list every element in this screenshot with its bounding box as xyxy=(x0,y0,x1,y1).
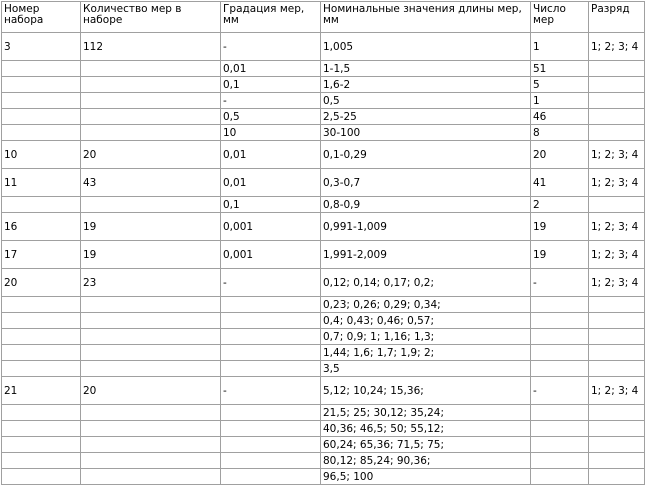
cell-block-count xyxy=(531,421,589,437)
cell-set-number xyxy=(2,77,81,93)
cell-blocks-in-set xyxy=(81,469,221,485)
cell-gradation: - xyxy=(221,33,321,61)
cell-nominal-lengths: 0,1-0,29 xyxy=(321,141,531,169)
column-header-gradation: Градация мер, мм xyxy=(221,2,321,33)
cell-set-number xyxy=(2,125,81,141)
cell-block-count: 51 xyxy=(531,61,589,77)
cell-gradation xyxy=(221,313,321,329)
cell-grade xyxy=(589,93,645,109)
table-row xyxy=(2,405,645,421)
cell-set-number xyxy=(2,469,81,485)
cell-blocks-in-set xyxy=(81,93,221,109)
table-row xyxy=(2,109,645,125)
cell-blocks-in-set: 43 xyxy=(81,169,221,197)
cell-gradation: 10 xyxy=(221,125,321,141)
cell-set-number xyxy=(2,109,81,125)
cell-grade: 1; 2; 3; 4 xyxy=(589,241,645,269)
cell-blocks-in-set: 112 xyxy=(81,33,221,61)
cell-gradation xyxy=(221,329,321,345)
cell-nominal-lengths: 3,5 xyxy=(321,361,531,377)
cell-gradation: - xyxy=(221,93,321,109)
cell-grade: 1; 2; 3; 4 xyxy=(589,377,645,405)
cell-block-count: 46 xyxy=(531,109,589,125)
cell-set-number xyxy=(2,345,81,361)
cell-blocks-in-set: 20 xyxy=(81,377,221,405)
cell-nominal-lengths: 1,6-2 xyxy=(321,77,531,93)
cell-blocks-in-set xyxy=(81,405,221,421)
table-row xyxy=(2,197,645,213)
cell-nominal-lengths: 1,005 xyxy=(321,33,531,61)
table-body xyxy=(2,33,645,485)
table-row xyxy=(2,421,645,437)
table-row xyxy=(2,469,645,485)
table-row xyxy=(2,125,645,141)
cell-blocks-in-set xyxy=(81,197,221,213)
gauge-block-sets-table xyxy=(1,1,645,485)
cell-nominal-lengths: 1-1,5 xyxy=(321,61,531,77)
cell-grade xyxy=(589,345,645,361)
cell-nominal-lengths: 1,991-2,009 xyxy=(321,241,531,269)
cell-set-number xyxy=(2,453,81,469)
cell-gradation: 0,001 xyxy=(221,241,321,269)
cell-block-count xyxy=(531,297,589,313)
cell-gradation: 0,5 xyxy=(221,109,321,125)
cell-blocks-in-set: 19 xyxy=(81,241,221,269)
column-header-grade: Разряд xyxy=(589,2,645,33)
cell-block-count xyxy=(531,329,589,345)
cell-nominal-lengths: 96,5; 100 xyxy=(321,469,531,485)
cell-nominal-lengths: 1,44; 1,6; 1,7; 1,9; 2; xyxy=(321,345,531,361)
cell-set-number xyxy=(2,93,81,109)
cell-blocks-in-set xyxy=(81,453,221,469)
cell-blocks-in-set xyxy=(81,329,221,345)
cell-blocks-in-set xyxy=(81,313,221,329)
table-row xyxy=(2,269,645,297)
cell-block-count: 5 xyxy=(531,77,589,93)
cell-block-count xyxy=(531,405,589,421)
cell-nominal-lengths: 0,4; 0,43; 0,46; 0,57; xyxy=(321,313,531,329)
cell-block-count: 41 xyxy=(531,169,589,197)
cell-grade xyxy=(589,437,645,453)
cell-set-number xyxy=(2,313,81,329)
cell-nominal-lengths: 0,991-1,009 xyxy=(321,213,531,241)
table-row xyxy=(2,241,645,269)
table-row xyxy=(2,141,645,169)
cell-grade xyxy=(589,405,645,421)
cell-set-number: 10 xyxy=(2,141,81,169)
cell-blocks-in-set xyxy=(81,61,221,77)
column-header-set-number: Номер набора xyxy=(2,2,81,33)
table-row xyxy=(2,453,645,469)
column-header-blocks-in-set: Количество мер в наборе xyxy=(81,2,221,33)
cell-gradation: - xyxy=(221,377,321,405)
table-row xyxy=(2,377,645,405)
cell-blocks-in-set xyxy=(81,421,221,437)
cell-grade: 1; 2; 3; 4 xyxy=(589,169,645,197)
cell-grade xyxy=(589,329,645,345)
table-header-row xyxy=(2,2,645,33)
cell-set-number xyxy=(2,197,81,213)
cell-block-count xyxy=(531,361,589,377)
cell-blocks-in-set: 23 xyxy=(81,269,221,297)
cell-gradation xyxy=(221,469,321,485)
cell-set-number xyxy=(2,437,81,453)
column-header-block-count: Число мер xyxy=(531,2,589,33)
cell-nominal-lengths: 5,12; 10,24; 15,36; xyxy=(321,377,531,405)
cell-nominal-lengths: 30-100 xyxy=(321,125,531,141)
cell-blocks-in-set: 19 xyxy=(81,213,221,241)
cell-block-count xyxy=(531,313,589,329)
cell-block-count: 1 xyxy=(531,33,589,61)
cell-grade: 1; 2; 3; 4 xyxy=(589,141,645,169)
table-row xyxy=(2,61,645,77)
table-row xyxy=(2,93,645,109)
cell-grade xyxy=(589,197,645,213)
cell-gradation xyxy=(221,453,321,469)
cell-set-number: 17 xyxy=(2,241,81,269)
cell-set-number: 20 xyxy=(2,269,81,297)
cell-grade: 1; 2; 3; 4 xyxy=(589,269,645,297)
cell-block-count: 8 xyxy=(531,125,589,141)
cell-blocks-in-set xyxy=(81,345,221,361)
cell-grade xyxy=(589,125,645,141)
cell-gradation: 0,01 xyxy=(221,61,321,77)
cell-grade xyxy=(589,361,645,377)
cell-blocks-in-set: 20 xyxy=(81,141,221,169)
cell-gradation xyxy=(221,297,321,313)
cell-grade: 1; 2; 3; 4 xyxy=(589,213,645,241)
cell-grade xyxy=(589,421,645,437)
table-row xyxy=(2,329,645,345)
cell-set-number: 3 xyxy=(2,33,81,61)
cell-gradation xyxy=(221,421,321,437)
cell-nominal-lengths: 0,5 xyxy=(321,93,531,109)
cell-set-number: 11 xyxy=(2,169,81,197)
cell-grade xyxy=(589,77,645,93)
table-row xyxy=(2,361,645,377)
cell-block-count: 2 xyxy=(531,197,589,213)
cell-gradation: 0,1 xyxy=(221,77,321,93)
cell-nominal-lengths: 0,7; 0,9; 1; 1,16; 1,3; xyxy=(321,329,531,345)
cell-grade xyxy=(589,109,645,125)
cell-set-number xyxy=(2,329,81,345)
cell-gradation: - xyxy=(221,269,321,297)
table-row xyxy=(2,437,645,453)
cell-nominal-lengths: 0,3-0,7 xyxy=(321,169,531,197)
table-row xyxy=(2,77,645,93)
cell-nominal-lengths: 60,24; 65,36; 71,5; 75; xyxy=(321,437,531,453)
cell-gradation: 0,01 xyxy=(221,169,321,197)
cell-grade xyxy=(589,453,645,469)
cell-block-count xyxy=(531,453,589,469)
cell-block-count: 1 xyxy=(531,93,589,109)
cell-grade xyxy=(589,61,645,77)
cell-block-count: - xyxy=(531,377,589,405)
cell-nominal-lengths: 40,36; 46,5; 50; 55,12; xyxy=(321,421,531,437)
cell-nominal-lengths: 0,12; 0,14; 0,17; 0,2; xyxy=(321,269,531,297)
cell-grade xyxy=(589,469,645,485)
cell-gradation xyxy=(221,361,321,377)
cell-blocks-in-set xyxy=(81,437,221,453)
cell-block-count: - xyxy=(531,269,589,297)
cell-block-count xyxy=(531,437,589,453)
cell-block-count: 19 xyxy=(531,213,589,241)
cell-set-number xyxy=(2,421,81,437)
cell-set-number xyxy=(2,297,81,313)
cell-gradation xyxy=(221,405,321,421)
cell-gradation xyxy=(221,437,321,453)
table-row xyxy=(2,297,645,313)
cell-set-number xyxy=(2,61,81,77)
table-row xyxy=(2,345,645,361)
cell-nominal-lengths: 21,5; 25; 30,12; 35,24; xyxy=(321,405,531,421)
cell-grade xyxy=(589,297,645,313)
cell-block-count xyxy=(531,469,589,485)
cell-set-number: 21 xyxy=(2,377,81,405)
cell-set-number xyxy=(2,361,81,377)
cell-gradation: 0,01 xyxy=(221,141,321,169)
table-row xyxy=(2,313,645,329)
cell-nominal-lengths: 0,8-0,9 xyxy=(321,197,531,213)
cell-block-count xyxy=(531,345,589,361)
column-header-nominal-lengths: Номинальные значения длины мер, мм xyxy=(321,2,531,33)
cell-set-number: 16 xyxy=(2,213,81,241)
cell-grade: 1; 2; 3; 4 xyxy=(589,33,645,61)
table-row xyxy=(2,33,645,61)
cell-gradation: 0,1 xyxy=(221,197,321,213)
cell-blocks-in-set xyxy=(81,297,221,313)
cell-nominal-lengths: 0,23; 0,26; 0,29; 0,34; xyxy=(321,297,531,313)
cell-grade xyxy=(589,313,645,329)
cell-nominal-lengths: 2,5-25 xyxy=(321,109,531,125)
cell-blocks-in-set xyxy=(81,125,221,141)
cell-blocks-in-set xyxy=(81,77,221,93)
cell-nominal-lengths: 80,12; 85,24; 90,36; xyxy=(321,453,531,469)
cell-block-count: 19 xyxy=(531,241,589,269)
cell-blocks-in-set xyxy=(81,109,221,125)
table-row xyxy=(2,213,645,241)
cell-blocks-in-set xyxy=(81,361,221,377)
cell-gradation: 0,001 xyxy=(221,213,321,241)
cell-block-count: 20 xyxy=(531,141,589,169)
cell-set-number xyxy=(2,405,81,421)
table-row xyxy=(2,169,645,197)
cell-gradation xyxy=(221,345,321,361)
